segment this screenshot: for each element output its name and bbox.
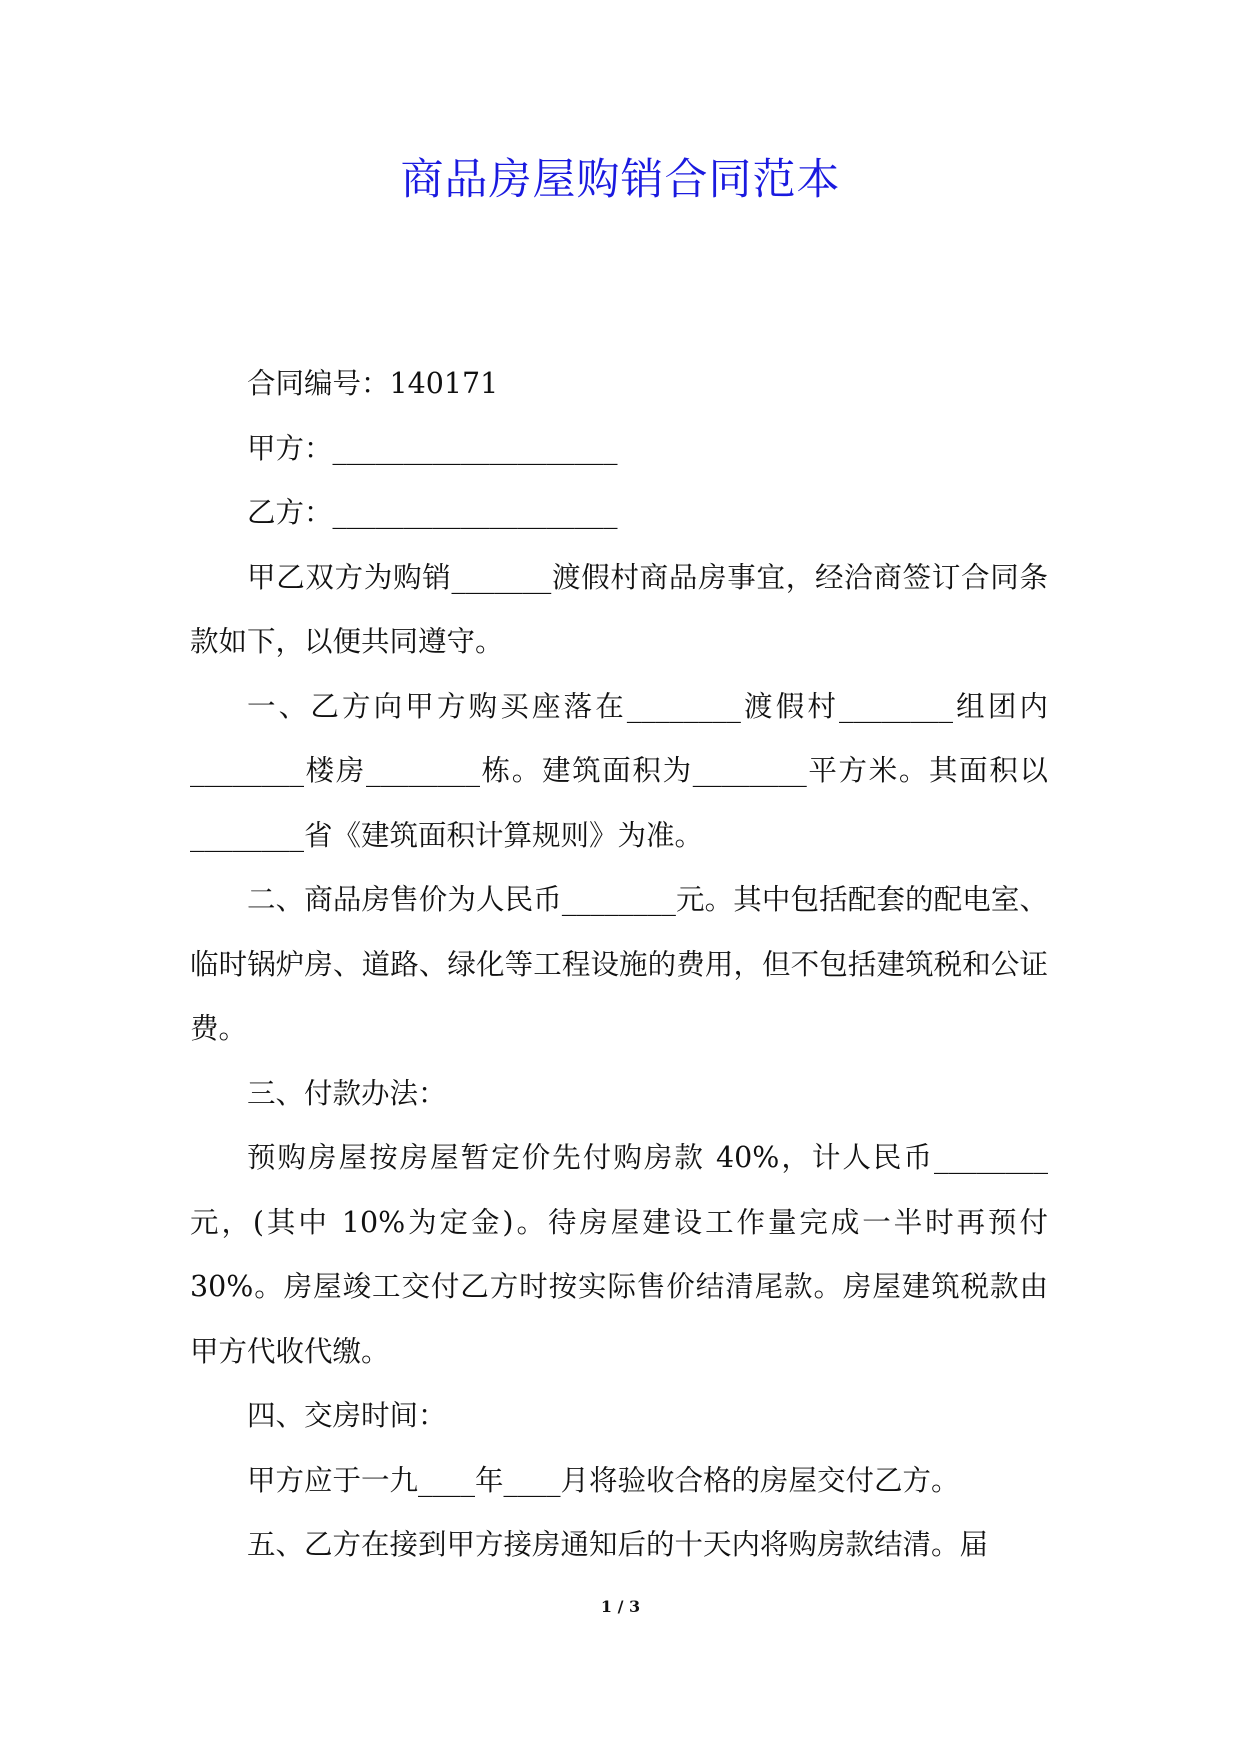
payment-terms-paragraph: 预购房屋按房屋暂定价先付购房款 40%，计人民币________元，(其中 10%为定金)。待房屋建设工作量完成一半时再预付 30%。房屋竣工交付乙方时按实际售价结清尾款。房屋建筑税款由甲方代收代缴。: [190, 1141, 1048, 1368]
clause-4-heading: 四、交房时间：: [247, 1399, 447, 1432]
page-indicator: 1 / 3: [600, 1597, 641, 1616]
clause-3-heading: 三、付款办法：: [247, 1076, 447, 1110]
document-body: [190, 352, 1048, 1578]
document-title: 商品房屋购销合同范本: [400, 155, 841, 205]
clause-5-paragraph: 五、乙方在接到甲方接房通知后的十天内将购房款结清。届: [247, 1528, 989, 1561]
contract-number: 合同编号：140171: [247, 367, 499, 400]
party-b-line: 乙方：____________________: [247, 496, 618, 529]
delivery-time-paragraph: 甲方应于一九____年____月将验收合格的房屋交付乙方。: [247, 1463, 960, 1497]
party-a-line: 甲方：____________________: [247, 431, 618, 465]
clause-2-paragraph: 二、商品房售价为人民币________元。其中包括配套的配电室、临时锅炉房、道路、绿化等工程设施的费用，但不包括建筑税和公证费。: [190, 883, 1048, 1045]
preamble-paragraph: 甲乙双方为购销_______渡假村商品房事宜，经洽商签订合同条款如下，以便共同遵守。: [190, 560, 1048, 658]
clause-1-paragraph: 一、乙方向甲方购买座落在________渡假村________组团内________楼房________栋。建筑面积为________平方米。其面积以________省《建筑面积计算规则》为准。: [190, 689, 1048, 852]
